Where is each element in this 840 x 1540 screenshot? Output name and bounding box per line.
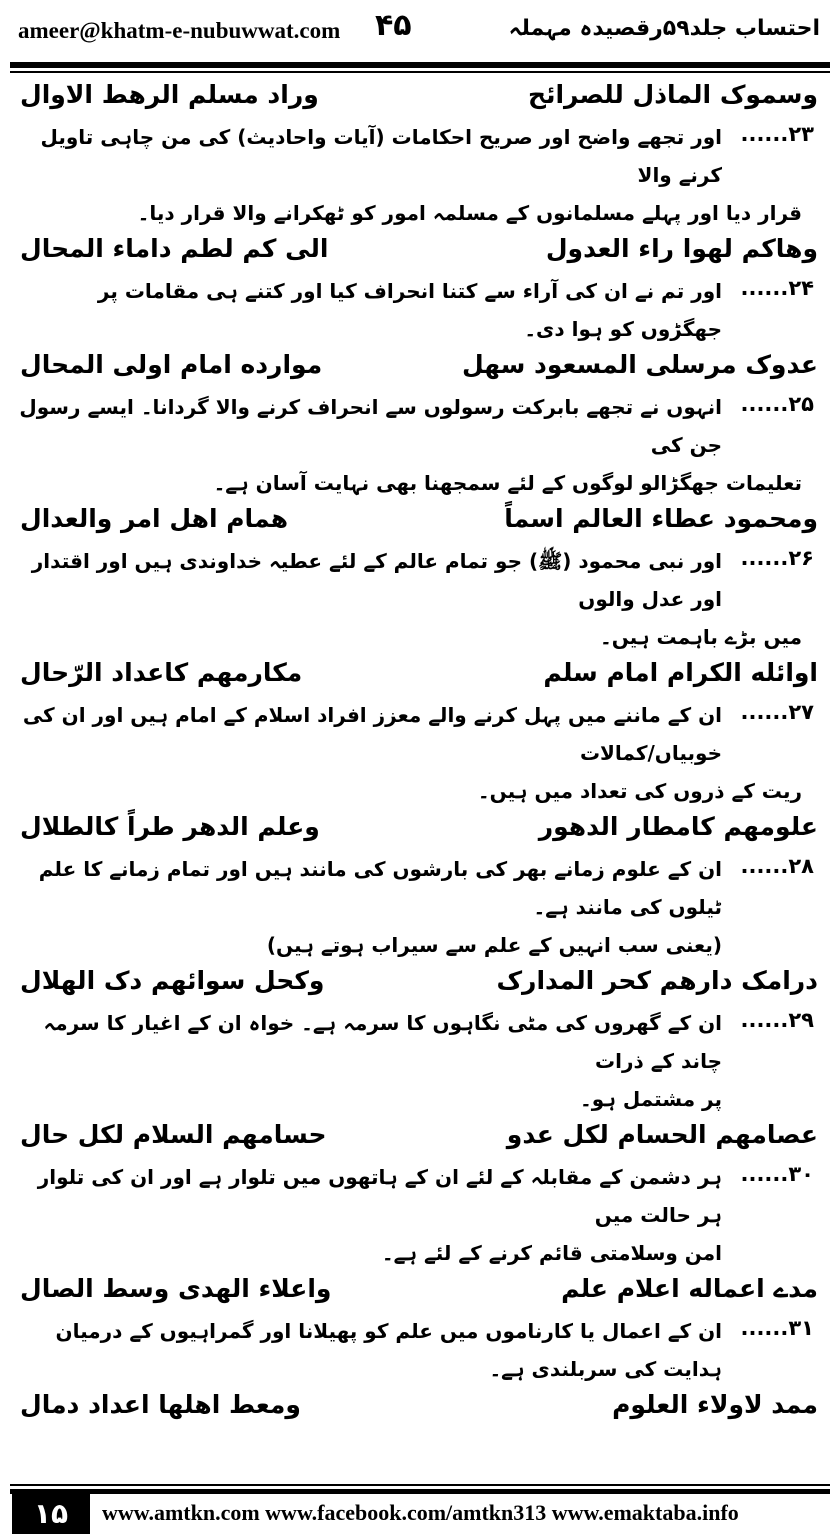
footer-links: www.amtkn.com www.facebook.com/amtkn313 www.emaktaba.info: [102, 1500, 739, 1525]
footer-rule-thin: [10, 1484, 830, 1486]
translation-text: ان کے علوم زمانے بھر کی بارشوں کی مانند ہیں اور تمام زمانے کا علم ٹیلوں کی مانند ہے۔: [38, 857, 722, 919]
verse-couplet: [0, 348, 840, 388]
verse-couplet: [0, 656, 840, 696]
verse-right-hemistich: درامک دارھم کحر المدارک: [496, 966, 818, 995]
translation-text: انہوں نے تجھے بابرکت رسولوں سے انحراف کرنے والا گردانا۔ ایسے رسول جن کی: [19, 395, 722, 457]
verse-couplet: [0, 502, 840, 542]
translation-block: [0, 696, 840, 810]
poem-content: [0, 78, 840, 1478]
translation-text: ہر دشمن کے مقابلہ کے لئے ان کے ہاتھوں میں تلوار ہے اور ان کی تلوار ہر حالت میں: [37, 1165, 722, 1227]
verse-number: ۲۸......: [740, 854, 814, 878]
header-rule-thin: [10, 71, 830, 73]
verse-couplet: [0, 232, 840, 272]
header-page-number: ۴۵: [375, 8, 412, 43]
translation-continuation: ریت کے ذروں کی تعداد میں ہیں۔: [477, 779, 802, 803]
translation-block: [0, 272, 840, 348]
verse-left-hemistich: موارده امام اولی المحال: [20, 350, 323, 379]
verse-left-hemistich: واعلاء الھدی وسط الصال: [20, 1274, 332, 1303]
translation-block: [0, 388, 840, 502]
verse-couplet: [0, 1272, 840, 1312]
verse-right-hemistich: ومحمود عطاء العالم اسماً: [504, 504, 818, 533]
verse-number: ۲۷......: [740, 700, 814, 724]
header-title: احتساب جلد۵۹رقصیدہ مہملہ: [508, 16, 820, 41]
verse-couplet: [0, 1118, 840, 1158]
verse-number: ۲۶......: [740, 546, 814, 570]
verse-left-hemistich: وعلم الدھر طراً کالطلال: [20, 812, 320, 841]
verse-number: ۳۰......: [740, 1162, 814, 1186]
translation-block: [0, 1158, 840, 1272]
verse-right-hemistich: ممد لاولاء العلوم: [612, 1390, 818, 1419]
footer-page-number: ۱۵: [12, 1494, 90, 1534]
verse-couplet: [0, 78, 840, 118]
verse-number: ۲۳......: [740, 122, 814, 146]
translation-text: اور تجھے واضح اور صریح احکامات (آیات واحادیث) کی من چاہی تاویل کرنے والا: [40, 125, 722, 187]
verse-number: ۲۵......: [740, 392, 814, 416]
header-rule: [10, 62, 830, 68]
translation-block: [0, 1312, 840, 1388]
verse-left-hemistich: مکارمھم کاعداد الرّحال: [20, 658, 303, 687]
translation-continuation: قرار دیا اور پہلے مسلمانوں کے مسلمہ امور کو ٹھکرانے والا قرار دیا۔: [137, 201, 802, 225]
translation-text: ان کے اعمال یا کارناموں میں علم کو پھیلانا اور گمراہیوں کے درمیان ہدایت کی سربلندی ہے۔: [55, 1319, 722, 1381]
verse-right-hemistich: وھاکم لھوا راء العدول: [545, 234, 818, 263]
translation-text: اور تم نے ان کی آراء سے کتنا انحراف کیا اور کتنے ہی مقامات پر جھگڑوں کو ہوا دی۔: [97, 279, 722, 341]
verse-left-hemistich: وراد مسلم الرھط الاوال: [20, 80, 319, 109]
translation-continuation: پر مشتمل ہو۔: [579, 1087, 722, 1111]
verse-couplet: [0, 1388, 840, 1428]
translation-text: اور نبی محمود (ﷺ) جو تمام عالم کے لئے عطیہ خداوندی ہیں اور اقتدار اور عدل والوں: [31, 549, 722, 611]
verse-left-hemistich: الی کم لطم داماء المحال: [20, 234, 329, 263]
verse-number: ۳۱......: [740, 1316, 814, 1340]
translation-block: [0, 850, 840, 964]
verse-right-hemistich: عصامھم الحسام لکل عدو: [506, 1120, 818, 1149]
verse-left-hemistich: وکحل سوائھم دک الھلال: [20, 966, 325, 995]
translation-text: ان کے گھروں کی مٹی نگاہوں کا سرمہ ہے۔ خواہ ان کے اغیار کا سرمہ چاند کے ذرات: [43, 1011, 722, 1073]
verse-left-hemistich: ھمام اھل امر والعدال: [20, 504, 289, 533]
translation-block: [0, 118, 840, 232]
translation-block: [0, 542, 840, 656]
verse-right-hemistich: عدوک مرسلی المسعود سھل: [461, 350, 818, 379]
translation-continuation: تعلیمات جھگڑالو لوگوں کے لئے سمجھنا بھی نہایت آسان ہے۔: [213, 471, 802, 495]
verse-right-hemistich: وسموک الماذل للصرائح: [528, 80, 818, 109]
translation-continuation: امن وسلامتی قائم کرنے کے لئے ہے۔: [381, 1241, 722, 1265]
verse-right-hemistich: اوائله الکرام امام سلم: [543, 658, 818, 687]
verse-left-hemistich: حسامھم السلام لکل حال: [20, 1120, 327, 1149]
verse-number: ۲۹......: [740, 1008, 814, 1032]
verse-right-hemistich: مدے اعماله اعلام علم: [561, 1274, 818, 1303]
verse-couplet: [0, 810, 840, 850]
translation-block: [0, 1004, 840, 1118]
translation-text: ان کے ماننے میں پہل کرنے والے معزز افراد اسلام کے امام ہیں اور ان کی خوبیاں/کمالات: [22, 703, 722, 765]
footer-rule: [10, 1489, 830, 1494]
verse-left-hemistich: ومعط اھلھا اعداد دمال: [20, 1390, 301, 1419]
verse-couplet: [0, 964, 840, 1004]
verse-right-hemistich: علومھم کامطار الدھور: [538, 812, 818, 841]
page-header: [0, 0, 840, 62]
translation-continuation: میں بڑے باہمت ہیں۔: [599, 625, 802, 649]
translation-continuation: (یعنی سب انہیں کے علم سے سیراب ہوتے ہیں): [266, 933, 722, 957]
verse-number: ۲۴......: [740, 276, 814, 300]
header-email: ameer@khatm-e-nubuwwat.com: [18, 18, 341, 43]
